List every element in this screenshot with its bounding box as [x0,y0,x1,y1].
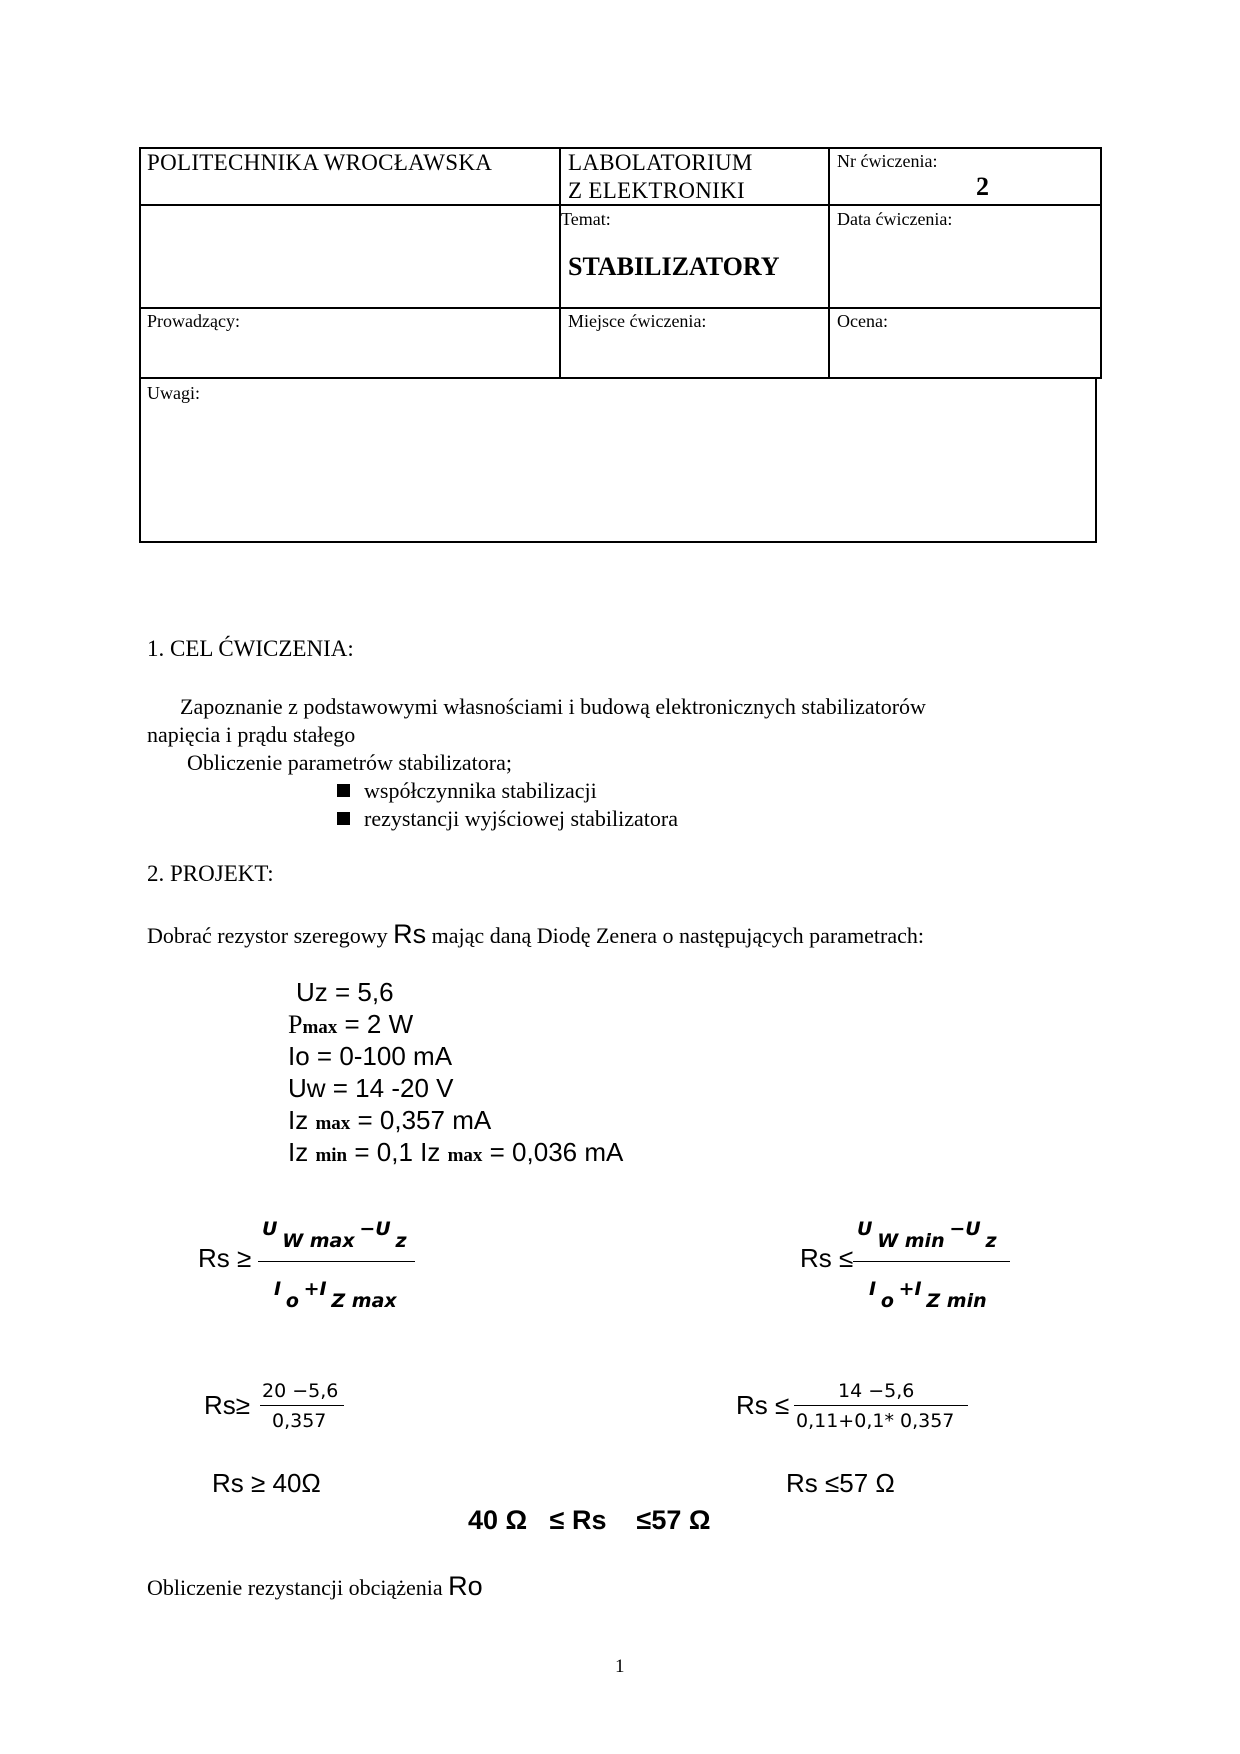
section2-heading: 2. PROJEKT: [147,861,274,886]
remarks-label: Uwagi: [147,383,200,403]
f2-u: U [857,1218,873,1240]
f2-z-sub: z [985,1230,997,1252]
formula3-denominator: 0,357 [272,1410,327,1432]
param-izmin-a: Iz [288,1137,316,1167]
list-item-text: rezystancji wyjściowej stabilizatora [364,806,678,831]
list-item-text: współczynnika stabilizacji [364,778,597,803]
formula3-fraction-bar [260,1405,344,1406]
formula2-lhs: Rs ≤ [800,1243,854,1273]
date-label: Data ćwiczenia: [837,209,953,229]
intro-rs: Rs [393,919,427,949]
f1-z-sub: z [395,1230,407,1252]
param-izmin-sub: min [315,1145,348,1166]
place-label: Miejsce ćwiczenia: [568,311,707,331]
f2-i: I [869,1278,877,1300]
formula4-denominator: 0,11+0,1* 0,357 [796,1410,955,1432]
f1-plus-i: +I [303,1278,327,1300]
f1-zmax-sub: Z max [331,1290,397,1312]
exercise-number-value: 2 [976,172,989,201]
table-divider [139,307,1102,309]
section2-intro [147,919,924,950]
lab-title-line2: Z ELEKTRONIKI [568,178,745,203]
final-result: 40 Ω ≤ Rs ≤57 Ω [468,1505,711,1535]
section1-paragraph-line2: napięcia i prądu stałego [147,722,356,747]
table-divider [828,147,830,379]
table-divider [559,147,561,379]
param-pmax-p: P [288,1010,303,1039]
f1-minus-u: −U [359,1218,391,1240]
formula2-denominator [869,1278,987,1312]
result-right: Rs ≤57 Ω [786,1468,895,1498]
param-izmin-sub2: max [447,1145,483,1166]
param-izmin [288,1137,623,1168]
supervisor-label: Prowadzący: [147,311,240,331]
grade-label: Ocena: [837,311,888,331]
f2-w-sub: W min [877,1230,945,1252]
uwagi-box [139,378,1097,543]
param-pmax-rest: = 2 W [337,1009,414,1039]
formula1-denominator [274,1278,397,1312]
param-pmax [288,1009,413,1040]
formula4-lhs: Rs ≤ [736,1390,790,1420]
param-izmax-sub: max [315,1113,351,1134]
param-uw: Uw = 14 -20 V [288,1073,454,1103]
list-item [337,778,597,804]
formula1-numerator [262,1218,407,1252]
table-divider [139,204,1102,206]
intro-text-a: Dobrać rezystor szeregowy [147,923,394,948]
param-uz: Uz = 5,6 [296,977,394,1007]
bullet-icon [337,784,350,797]
param-izmin-b: = 0,1 Iz [347,1137,448,1167]
topic-value: STABILIZATORY [568,252,780,281]
param-izmax [288,1105,491,1136]
formula1-lhs: Rs ≥ [198,1243,252,1273]
intro-text-b: mając daną Diodę Zenera o następujących parametrach: [426,923,924,948]
lab-title-line1: LABOLATORIUM [568,150,753,175]
param-io: Io = 0-100 mA [288,1041,453,1071]
formula4-numerator: 14 −5,6 [838,1380,915,1402]
param-izmin-c: = 0,036 mA [482,1137,624,1167]
param-izmax-b: = 0,357 mA [350,1105,492,1135]
exercise-number-label: Nr ćwiczenia: [837,151,938,171]
f2-plus-i: +I [898,1278,922,1300]
section1-line3: Obliczenie parametrów stabilizatora; [187,750,512,775]
result-left: Rs ≥ 40Ω [212,1468,321,1498]
load-resistance-text: Obliczenie rezystancji obciążenia [147,1575,449,1600]
bullet-icon [337,812,350,825]
f1-u: U [262,1218,278,1240]
formula2-numerator [857,1218,997,1252]
formula4-fraction-bar [794,1405,968,1406]
f1-w-sub: W max [282,1230,355,1252]
formula3-lhs: Rs≥ [204,1390,251,1420]
f1-o-sub: o [285,1290,299,1312]
load-resistance-ro: Ro [448,1571,483,1601]
formula2-fraction-bar [853,1261,1010,1262]
param-izmax-a: Iz [288,1105,316,1135]
param-pmax-sub: max [302,1017,338,1038]
load-resistance-line [147,1571,483,1602]
page-number: 1 [615,1656,625,1677]
topic-label: Temat: [561,209,611,229]
f2-o-sub: o [880,1290,894,1312]
section1-paragraph-line1: Zapoznanie z podstawowymi własnościami i budową elektronicznych stabilizatorów [180,694,926,719]
f2-zmin-sub: Z min [926,1290,987,1312]
formula1-fraction-bar [258,1261,415,1262]
list-item [337,806,678,832]
f2-minus-u: −U [949,1218,981,1240]
formula3-numerator: 20 −5,6 [262,1380,339,1402]
section1-heading: 1. CEL ĆWICZENIA: [147,636,354,661]
university-name: POLITECHNIKA WROCŁAWSKA [147,150,493,175]
f1-i: I [274,1278,282,1300]
